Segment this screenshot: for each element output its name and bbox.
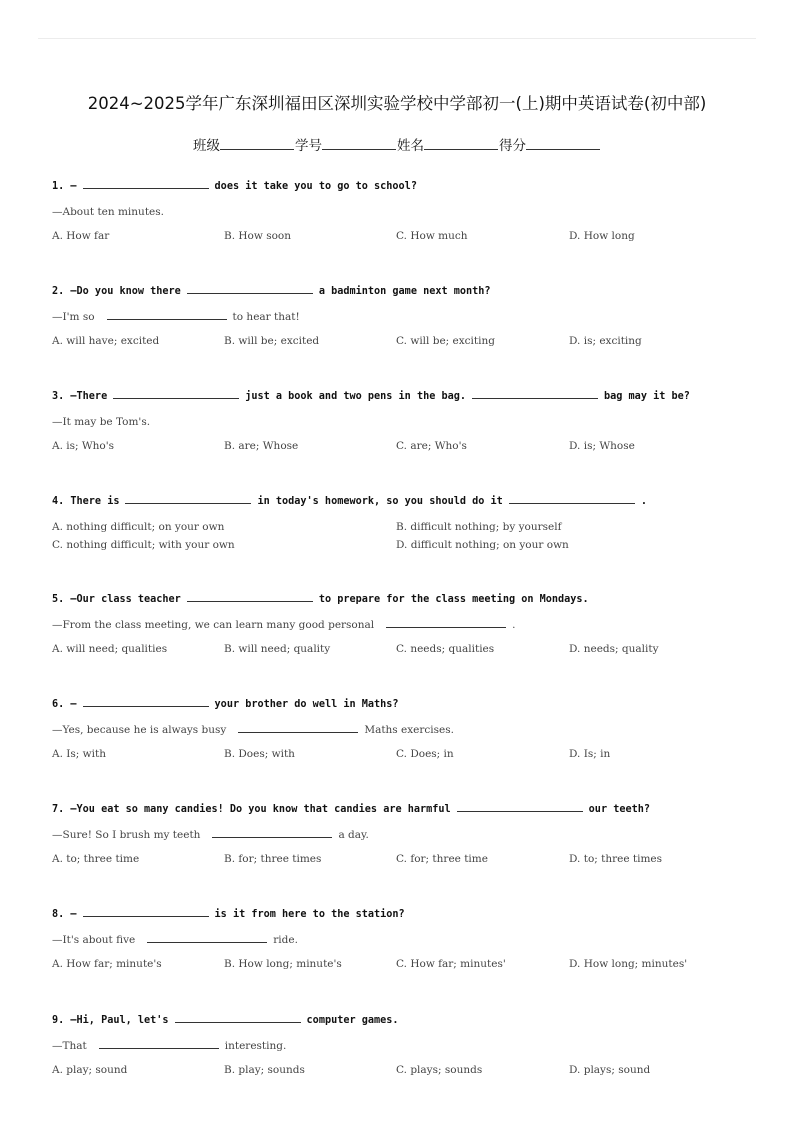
options-row [52, 640, 752, 658]
option-c[interactable]: C. needs; qualities [396, 643, 495, 655]
option-c[interactable]: C. How much [396, 230, 468, 242]
top-divider [38, 38, 756, 39]
stem-text: 2. —Do you know there [52, 286, 181, 297]
option-d[interactable]: D. to; three times [569, 853, 663, 865]
number-blank[interactable] [322, 135, 396, 150]
stem-text: 3. —There [52, 391, 108, 402]
stem-text: just a book and two pens in the bag. [245, 391, 467, 402]
question-3 [52, 387, 752, 455]
question-response [52, 826, 752, 844]
question-6 [52, 695, 752, 763]
answer-blank[interactable] [472, 387, 598, 399]
option-a[interactable]: A. is; Who's [52, 440, 115, 452]
stem-text: your brother do well in Maths? [214, 699, 399, 710]
option-c[interactable]: C. Does; in [396, 748, 454, 760]
option-a[interactable]: A. play; sound [52, 1064, 128, 1076]
stem-text: 6. — [52, 699, 77, 710]
stem-text: 8. — [52, 909, 77, 920]
response-text: —Sure! So I brush my teeth [52, 829, 201, 841]
response-text: —It may be Tom's. [52, 416, 151, 428]
question-response [52, 721, 752, 739]
option-d[interactable]: D. plays; sound [569, 1064, 651, 1076]
question-9 [52, 1011, 752, 1079]
option-b[interactable]: B. Does; with [224, 748, 295, 760]
option-d[interactable]: D. is; exciting [569, 335, 642, 347]
answer-blank[interactable] [175, 1011, 301, 1023]
question-1 [52, 177, 752, 245]
options-row [52, 437, 752, 455]
number-label: 学号 [295, 138, 322, 154]
option-d[interactable]: D. is; Whose [569, 440, 635, 452]
options-row [52, 227, 752, 245]
option-a[interactable]: A. will have; excited [52, 335, 160, 347]
question-stem [52, 177, 752, 197]
question-response [52, 203, 752, 221]
option-c[interactable]: C. How far; minutes' [396, 958, 506, 970]
option-b[interactable]: B. are; Whose [224, 440, 299, 452]
option-c[interactable]: C. will be; exciting [396, 335, 495, 347]
question-5 [52, 590, 752, 658]
question-stem [52, 492, 752, 512]
stem-text: our teeth? [588, 804, 651, 815]
stem-text: 4. There is [52, 496, 120, 507]
option-d[interactable]: D. Is; in [569, 748, 611, 760]
answer-blank[interactable] [187, 282, 313, 294]
answer-blank[interactable] [125, 492, 251, 504]
question-8 [52, 905, 752, 973]
stem-text: in today's homework, so you should do it [257, 496, 503, 507]
answer-blank[interactable] [187, 590, 313, 602]
question-stem [52, 695, 752, 715]
option-b[interactable]: B. will need; quality [224, 643, 331, 655]
response-text: Maths exercises. [364, 724, 454, 736]
stem-text: 5. —Our class teacher [52, 594, 181, 605]
question-7 [52, 800, 752, 868]
response-text: —It's about five [52, 934, 136, 946]
stem-text: is it from here to the station? [214, 909, 405, 920]
question-stem [52, 800, 752, 820]
response-text: —About ten minutes. [52, 206, 164, 218]
options-row [52, 536, 752, 554]
question-response [52, 413, 752, 431]
answer-blank[interactable] [147, 931, 267, 943]
answer-blank[interactable] [83, 695, 209, 707]
option-d[interactable]: D. How long [569, 230, 635, 242]
question-stem [52, 905, 752, 925]
response-text: . [512, 619, 516, 631]
question-stem [52, 282, 752, 302]
option-c[interactable]: C. for; three time [396, 853, 488, 865]
question-stem [52, 590, 752, 610]
stem-text: a badminton game next month? [318, 286, 491, 297]
score-label: 得分 [499, 138, 526, 154]
question-4 [52, 492, 752, 554]
option-c[interactable]: C. plays; sounds [396, 1064, 483, 1076]
response-text: —That [52, 1040, 87, 1052]
option-d[interactable]: D. difficult nothing; on your own [396, 539, 569, 551]
stem-text: to prepare for the class meeting on Mondays. [318, 594, 589, 605]
question-response [52, 1037, 752, 1055]
page-title: 2024~2025学年广东深圳福田区深圳实验学校中学部初一(上)期中英语试卷(初中部) [87, 94, 707, 113]
option-b[interactable]: B. for; three times [224, 853, 322, 865]
question-stem [52, 1011, 752, 1031]
answer-blank[interactable] [457, 800, 583, 812]
stem-text: does it take you to go to school? [214, 181, 417, 192]
stem-text: . [640, 496, 647, 507]
options-row [52, 850, 752, 868]
answer-blank[interactable] [212, 826, 332, 838]
answer-blank[interactable] [99, 1037, 219, 1049]
options-row [52, 955, 752, 973]
stem-text: 7. —You eat so many candies! Do you know that candies are harmful [52, 804, 451, 815]
option-c[interactable]: C. are; Who's [396, 440, 467, 452]
option-d[interactable]: D. needs; quality [569, 643, 659, 655]
option-c[interactable]: C. nothing difficult; with your own [52, 539, 235, 551]
answer-blank[interactable] [238, 721, 358, 733]
options-row [52, 745, 752, 763]
question-response [52, 616, 752, 634]
stem-text: bag may it be? [604, 391, 690, 402]
response-text: —I'm so [52, 311, 95, 323]
stem-text: 1. — [52, 181, 77, 192]
answer-blank[interactable] [386, 616, 506, 628]
option-a[interactable]: A. will need; qualities [52, 643, 168, 655]
name-blank[interactable] [424, 135, 498, 150]
option-b[interactable]: B. How long; minute's [224, 958, 342, 970]
options-row [52, 332, 752, 350]
question-2 [52, 282, 752, 350]
answer-blank[interactable] [83, 177, 209, 189]
options-row [52, 518, 752, 536]
response-text: —Yes, because he is always busy [52, 724, 227, 736]
answer-blank[interactable] [113, 387, 239, 399]
response-text: ride. [273, 934, 298, 946]
response-text: to hear that! [232, 311, 300, 323]
student-info-line [0, 134, 794, 154]
answer-blank[interactable] [509, 492, 635, 504]
option-a[interactable]: A. How far [52, 230, 110, 242]
response-text: —From the class meeting, we can learn many good personal [52, 619, 375, 631]
class-label: 班级 [193, 138, 220, 154]
option-d[interactable]: D. How long; minutes' [569, 958, 688, 970]
answer-blank[interactable] [107, 308, 227, 320]
option-a[interactable]: A. How far; minute's [52, 958, 162, 970]
question-response [52, 931, 752, 949]
option-b[interactable]: B. play; sounds [224, 1064, 305, 1076]
question-response [52, 308, 752, 326]
option-b[interactable]: B. difficult nothing; by yourself [396, 521, 562, 533]
option-a[interactable]: A. nothing difficult; on your own [52, 521, 225, 533]
stem-text: 9. —Hi, Paul, let's [52, 1015, 169, 1026]
stem-text: computer games. [306, 1015, 399, 1026]
option-a[interactable]: A. Is; with [52, 748, 106, 760]
option-b[interactable]: B. will be; excited [224, 335, 320, 347]
score-blank[interactable] [526, 135, 600, 150]
option-a[interactable]: A. to; three time [52, 853, 140, 865]
name-label: 姓名 [397, 138, 424, 154]
class-blank[interactable] [220, 135, 294, 150]
response-text: interesting. [224, 1040, 287, 1052]
question-stem [52, 387, 752, 407]
answer-blank[interactable] [83, 905, 209, 917]
response-text: a day. [338, 829, 369, 841]
option-b[interactable]: B. How soon [224, 230, 291, 242]
options-row [52, 1061, 752, 1079]
